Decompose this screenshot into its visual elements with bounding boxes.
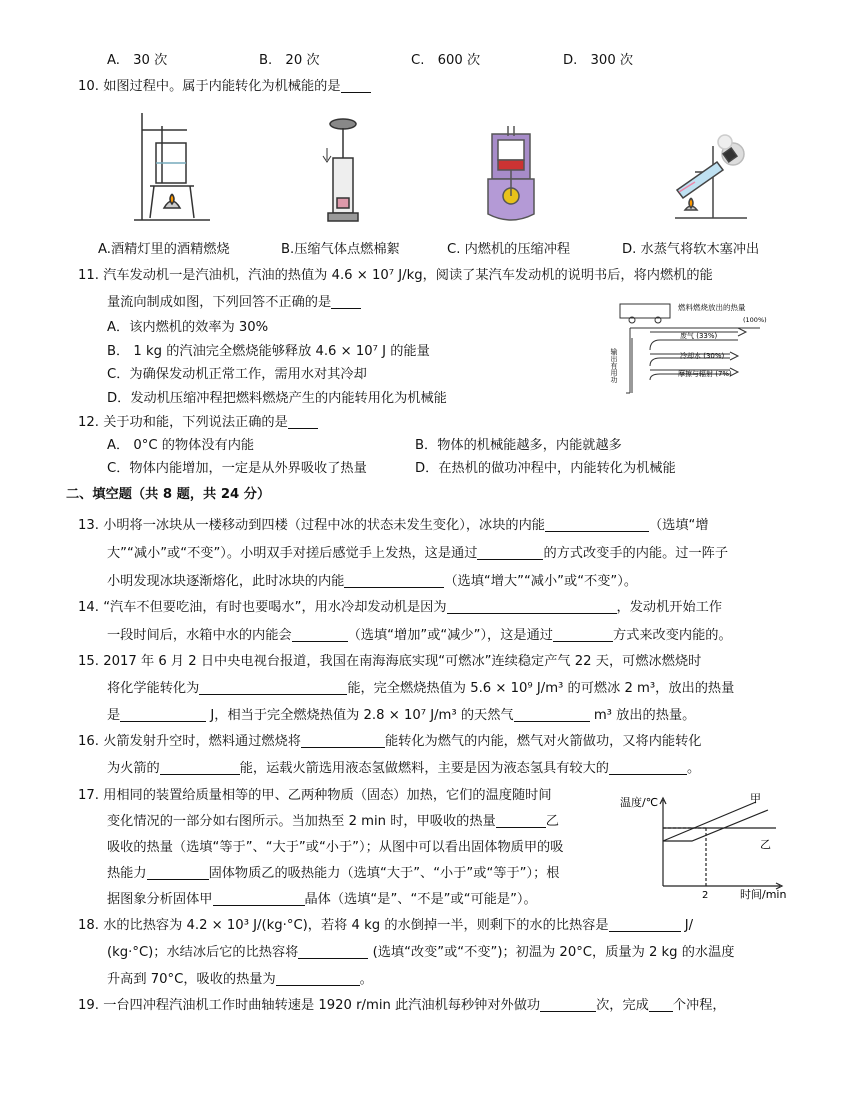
q18-line2 bbox=[107, 943, 735, 963]
q11-stem-line1 bbox=[78, 266, 713, 286]
q13-line1 bbox=[78, 516, 709, 536]
steam-cork-test-tube-figure bbox=[655, 132, 755, 224]
q14-text-1b: ，发动机开始工作 bbox=[616, 600, 723, 615]
q16-number: 16. bbox=[78, 734, 99, 749]
q15-blank-1 bbox=[199, 680, 347, 695]
q18-text-2a: (kg·°C)；水结冰后它的比热容将 bbox=[107, 945, 299, 960]
q11-text-1: 汽车发动机一是汽油机，汽油的热值为 4.6 × 10⁷ J/kg，阅读了某汽车发动机的说明书后，将内燃机的能 bbox=[103, 268, 713, 283]
q19-text-1b: 次，完成 bbox=[596, 998, 649, 1013]
q10-caption-b: B.压缩气体点燃棉絮 bbox=[281, 242, 400, 257]
alcohol-lamp-apparatus-figure bbox=[132, 108, 212, 228]
q13-number: 13. bbox=[78, 518, 99, 533]
q16-text-2c: 。 bbox=[687, 761, 701, 776]
q18-text-2b: (选填“改变”或“不变”)；初温为 20°C，质量为 2 kg 的水温度 bbox=[372, 945, 735, 960]
q10-stem bbox=[78, 77, 371, 97]
q17-text-2a: 变化情况的一部分如右图所示。当加热至 2 min 时，甲吸收的热量 bbox=[107, 814, 496, 829]
q15-line1 bbox=[78, 652, 701, 672]
q11-option-b: B． 1 kg 的汽油完全燃烧能够释放 4.6 × 10⁷ J 的能量 bbox=[107, 344, 430, 359]
q17-line5 bbox=[107, 890, 537, 910]
q11-number: 11. bbox=[78, 268, 99, 283]
q19-line1 bbox=[78, 996, 726, 1016]
q13-blank-1 bbox=[545, 517, 649, 532]
flow-fig-cooling: 冷却水 (30%) bbox=[680, 352, 725, 360]
q17-number: 17. bbox=[78, 788, 99, 803]
q19-number: 19. bbox=[78, 998, 99, 1013]
q14-line2 bbox=[107, 626, 732, 646]
graph-xlabel: 时间/min bbox=[740, 888, 787, 901]
q12-option-b: B．物体的机械能越多，内能就越多 bbox=[415, 438, 622, 453]
q11-option-a: A．该内燃机的效率为 30% bbox=[107, 320, 269, 335]
section-2-title: 二、填空题（共 8 题，共 24 分） bbox=[66, 487, 271, 502]
q15-text-1: 2017 年 6 月 2 日中央电视台报道，我国在南海海底实现“可燃冰”连续稳定产气 22 天，可燃冰燃烧时 bbox=[103, 654, 702, 669]
q17-blank-3 bbox=[213, 891, 305, 906]
q10-caption-c: C. 内燃机的压缩冲程 bbox=[447, 242, 571, 257]
q18-blank-3 bbox=[276, 971, 360, 986]
q14-blank-1 bbox=[447, 599, 617, 614]
q17-blank-2 bbox=[147, 865, 209, 880]
q18-blank-1 bbox=[609, 917, 681, 932]
q15-blank-2 bbox=[120, 707, 206, 722]
flow-fig-title-pct: (100%) bbox=[743, 316, 767, 324]
q17-text-5a: 据图象分析固体甲 bbox=[107, 892, 213, 907]
flow-fig-title: 燃料燃烧放出的热量 bbox=[678, 303, 746, 312]
q11-blank bbox=[331, 294, 361, 309]
q9-option-b: B. 20 次 bbox=[259, 53, 320, 68]
q19-blank-2 bbox=[649, 997, 673, 1012]
q13-text-3a: 小明发现冰块逐渐熔化，此时冰块的内能 bbox=[107, 574, 345, 589]
q9-option-a: A. 30 次 bbox=[107, 53, 168, 68]
q19-blank-1 bbox=[540, 997, 596, 1012]
q12-stem bbox=[78, 413, 318, 433]
q17-text-4a: 热能力 bbox=[107, 866, 147, 881]
q14-line1 bbox=[78, 598, 722, 618]
q16-blank-3 bbox=[609, 760, 687, 775]
q18-blank-2 bbox=[298, 944, 368, 959]
q13-blank-2 bbox=[477, 545, 543, 560]
q17-text-5b: 晶体（选填“是”、“不是”或“可能是”）。 bbox=[304, 892, 537, 907]
q10-caption-a: A.酒精灯里的酒精燃烧 bbox=[98, 242, 230, 257]
graph-tick-2: 2 bbox=[702, 890, 709, 901]
q11-text-2: 量流向制成如图，下列回答不正确的是 bbox=[107, 295, 332, 310]
q15-text-3a: 是 bbox=[107, 708, 121, 723]
q16-text-1a: 火箭发射升空时，燃料通过燃烧将 bbox=[103, 734, 301, 749]
q16-blank-1 bbox=[301, 733, 385, 748]
q14-text-2b: （选填“增加”或“减少”），这是通过 bbox=[347, 628, 553, 643]
q15-text-2b: 能，完全燃烧热值为 5.6 × 10⁹ J/m³ 的可燃冰 2 m³，放出的热量 bbox=[347, 681, 735, 696]
q18-text-3a: 升高到 70°C，吸收的热量为 bbox=[107, 972, 276, 987]
q16-blank-2 bbox=[160, 760, 240, 775]
q12-option-d: D．在热机的做功冲程中，内能转化为机械能 bbox=[415, 461, 676, 476]
q19-text-1a: 一台四冲程汽油机工作时曲轴转速是 1920 r/min 此汽油机每秒钟对外做功 bbox=[103, 998, 541, 1013]
q16-line2 bbox=[107, 759, 700, 779]
q14-blank-3 bbox=[553, 627, 613, 642]
q16-text-2a: 为火箭的 bbox=[107, 761, 160, 776]
q15-text-3c: m³ 放出的热量。 bbox=[593, 708, 696, 723]
q17-line1 bbox=[78, 786, 552, 806]
q13-line3 bbox=[107, 572, 637, 592]
q11-option-d: D．发动机压缩冲程把燃料燃烧产生的内能转用化为机械能 bbox=[107, 391, 447, 406]
q15-blank-3 bbox=[514, 707, 590, 722]
q15-line2 bbox=[107, 679, 734, 699]
q17-line4 bbox=[107, 864, 559, 884]
gas-compression-cylinder-figure bbox=[318, 118, 368, 228]
q10-blank bbox=[341, 78, 371, 93]
q15-text-3b: J，相当于完全燃烧热值为 2.8 × 10⁷ J/m³ 的天然气 bbox=[210, 708, 514, 723]
q17-line2 bbox=[107, 812, 559, 832]
q13-line2 bbox=[107, 544, 728, 564]
q18-line3 bbox=[107, 970, 373, 990]
q16-text-2b: 能，运载火箭选用液态氢做燃料，主要是因为液态氢具有较大的 bbox=[239, 761, 609, 776]
q13-text-1a: 小明将一冰块从一楼移动到四楼（过程中冰的状态未发生变化），冰块的内能 bbox=[103, 518, 545, 533]
q13-text-3b: （选填“增大”“减小”或“不变”）。 bbox=[444, 574, 638, 589]
q18-text-3b: 。 bbox=[359, 972, 373, 987]
q15-text-2a: 将化学能转化为 bbox=[107, 681, 200, 696]
q19-text-1c: 个冲程， bbox=[672, 998, 726, 1013]
graph-ylabel: 温度/℃ bbox=[620, 796, 659, 809]
q13-text-2b: 的方式改变手的内能。过一阵子 bbox=[543, 546, 729, 561]
q13-blank-3 bbox=[344, 573, 444, 588]
q12-number: 12. bbox=[78, 415, 99, 430]
q17-line3: 吸收的热量（选填“等于”、“大于”或“小于”）；从图中可以看出固体物质甲的吸 bbox=[107, 840, 564, 855]
q9-option-c: C. 600 次 bbox=[411, 53, 481, 68]
q10-number: 10. bbox=[78, 79, 99, 94]
q12-option-c: C．物体内能增加，一定是从外界吸收了热量 bbox=[107, 461, 367, 476]
q14-blank-2 bbox=[292, 627, 348, 642]
q11-stem-line2 bbox=[107, 293, 361, 313]
engine-energy-flow-figure bbox=[610, 298, 770, 400]
q13-text-2a: 大”“减小”或“不变”）。小明双手对搓后感觉手上发热，这是通过 bbox=[107, 546, 478, 561]
graph-series-jia: 甲 bbox=[750, 792, 761, 805]
flow-fig-exhaust: 废气 (33%) bbox=[680, 332, 718, 340]
graph-series-yi: 乙 bbox=[760, 838, 771, 851]
temperature-time-graph-figure bbox=[618, 786, 798, 904]
q14-number: 14. bbox=[78, 600, 99, 615]
q18-line1 bbox=[78, 916, 693, 936]
q17-blank-1 bbox=[496, 813, 546, 828]
q13-text-1b: （选填“增 bbox=[648, 518, 709, 533]
q14-text-2a: 一段时间后，水箱中水的内能会 bbox=[107, 628, 292, 643]
q11-option-c: C．为确保发动机正常工作，需用水对其冷却 bbox=[107, 367, 367, 382]
q17-text-1: 用相同的装置给质量相等的甲、乙两种物质（固态）加热，它们的温度随时间 bbox=[103, 788, 552, 803]
q14-text-2c: 方式来改变内能的。 bbox=[612, 628, 732, 643]
q12-text: 关于功和能，下列说法正确的是 bbox=[103, 415, 288, 430]
flow-fig-output: 输出有用功 bbox=[610, 348, 618, 383]
q18-text-1b: J/ bbox=[684, 918, 694, 933]
q17-text-4b: 固体物质乙的吸热能力（选填“大于”、“小于”或“等于”）；根 bbox=[208, 866, 560, 881]
q16-text-1b: 能转化为燃气的内能，燃气对火箭做功，又将内能转化 bbox=[385, 734, 702, 749]
engine-compression-stroke-figure bbox=[482, 126, 540, 222]
q14-text-1a: “汽车不但要吃油，有时也要喝水”，用水冷却发动机是因为 bbox=[103, 600, 447, 615]
q10-text: 如图过程中。属于内能转化为机械能的是 bbox=[103, 79, 341, 94]
q12-option-a: A． 0°C 的物体没有内能 bbox=[107, 438, 255, 453]
q12-blank bbox=[288, 414, 318, 429]
q16-line1 bbox=[78, 732, 702, 752]
flow-fig-friction: 摩擦与辐射 (7%) bbox=[678, 370, 732, 378]
q18-text-1a: 水的比热容为 4.2 × 10³ J/(kg·°C)，若将 4 kg 的水倒掉一半，则剩下的水的比热容是 bbox=[103, 918, 609, 933]
q10-caption-d: D. 水蒸气将软木塞冲出 bbox=[622, 242, 760, 257]
q15-number: 15. bbox=[78, 654, 99, 669]
q17-text-2b: 乙 bbox=[545, 814, 559, 829]
q9-option-d: D. 300 次 bbox=[563, 53, 634, 68]
q15-line3 bbox=[107, 706, 695, 726]
q18-number: 18. bbox=[78, 918, 99, 933]
